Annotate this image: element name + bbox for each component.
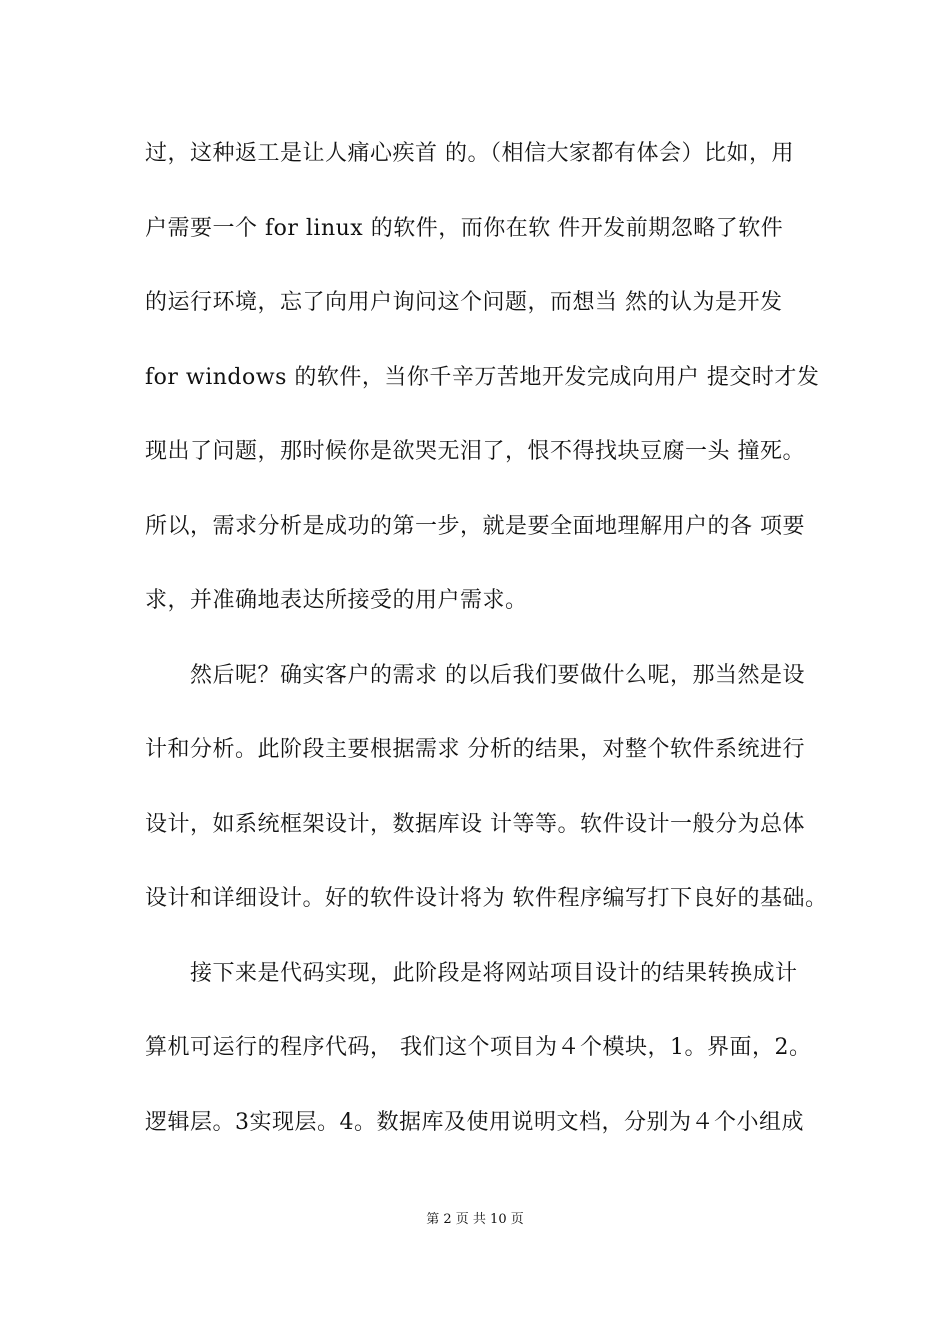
text-line: 设计和详细设计。好的软件设计将为 软件程序编写打下良好的基础。	[145, 886, 828, 911]
paragraph-first-line: 接下来是代码实现，此阶段是将网站项目设计的结果转换成计	[190, 961, 798, 986]
text-line: 的运行环境，忘了向用户询问这个问题，而想当 然的认为是开发	[145, 290, 783, 315]
text-line: 求，并准确地表达所接受的用户需求。	[145, 588, 528, 613]
text-line: 过，这种返工是让人痛心疾首 的。（相信大家都有体会）比如，用	[145, 141, 794, 166]
text-line: 计和分析。此阶段主要根据需求 分析的结果，对整个软件系统进行	[145, 737, 805, 762]
text-line: 设计，如系统框架设计，数据库设 计等等。软件设计一般分为总体	[145, 812, 805, 837]
text-line: 户需要一个 for linux 的软件，而你在软 件开发前期忽略了软件	[145, 216, 784, 241]
text-line: 现出了问题，那时候你是欲哭无泪了，恨不得找块豆腐一头 撞死。	[145, 439, 805, 464]
text-line: 算机可运行的程序代码， 我们这个项目为４个模块，1。界面，2。	[145, 1035, 812, 1060]
text-line: 所以，需求分析是成功的第一步，就是要全面地理解用户的各 项要	[145, 514, 805, 539]
text-line: for windows 的软件，当你千辛万苦地开发完成向用户 提交时才发	[145, 365, 820, 390]
paragraph-first-line: 然后呢？确实客户的需求 的以后我们要做什么呢，那当然是设	[190, 663, 805, 688]
text-line: 逻辑层。3实现层。4。数据库及使用说明文档，分别为４个小组成	[145, 1110, 804, 1135]
page-footer: 第 2 页 共 10 页	[426, 1212, 524, 1227]
